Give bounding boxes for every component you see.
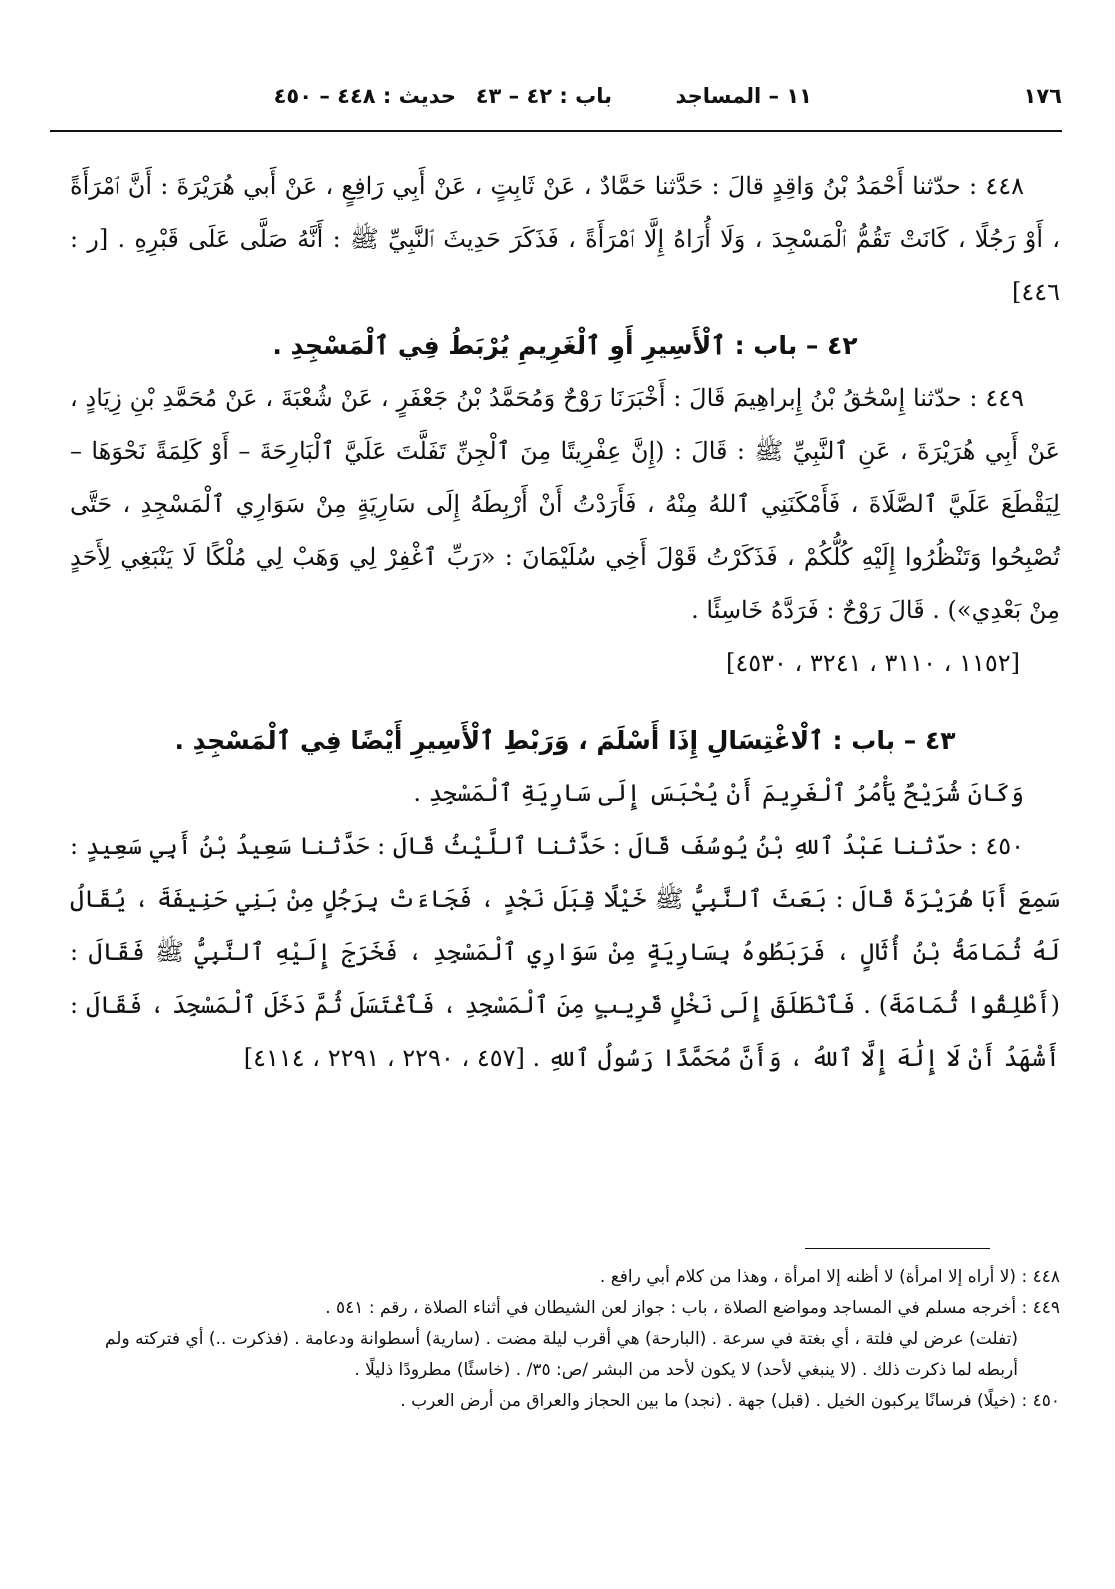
chapter-43-heading: ٤٣ – باب : ٱلْاغْتِسَالِ إِذَا أَسْلَمَ ، وَرَبْطِ ٱلْأَسِيرِ أَيْضًا فِي ٱلْمَسْجِدِ . xyxy=(174,726,956,755)
footnote-449-source: ٤٤٩ : أخرجه مسلم في المساجد ومواضع الصلاة ، باب : جواز لعن الشيطان في أثناء الصلاة ، رقم : ٥٤١ . xyxy=(325,1298,1060,1318)
hadith-range: حديث : ٤٤٨ – ٤٥٠ xyxy=(273,84,456,108)
page xyxy=(62,70,1062,114)
chapter-43-note: وَكَانَ شُرَيْحٌ يَأْمُرُ ٱلْغَرِيمَ أَنْ يُحْبَسَ إِلَى سَارِيَةِ ٱلْمَسْجِدِ . xyxy=(413,779,1024,807)
hadith-449-references: [١١٥٢ ، ٣١١٠ ، ٣٢٤١ ، ٤٥٣٠] xyxy=(725,649,1020,677)
running-header xyxy=(62,70,1062,114)
hadith-450: ٤٥٠ : حدّثنا عَبْدُ ٱللهِ بْنُ يُوسُفَ قَالَ : حَدَّثنا ٱللَّيْثُ قَالَ : حَدَّثنا سَعِيدُ بْنُ أَبِي سَعِيدٍ : سَمِعَ أَبَا هُرَيْرَةَ قَالَ : بَعَثَ ٱلنَّبِيُّ ﷺ خَيْلًا قِبَلَ نَجْدٍ ، فَجَاءَتْ بِرَجُلٍ مِنْ بَنِي حَنِيفَةَ ، يُقَالُ لَهُ ثُمَامَةُ بْنُ أُثَالٍ ، فَرَبَطُوهُ بِسَارِيَةٍ مِنْ سَوَارِي ٱلْمَسْجِدِ ، فَخَرَجَ إِلَيْهِ ٱلنَّبِيُّ ﷺ فَقَالَ : (أَطْلِقُوا ثُمَامَةَ) . فَٱنْطَلَقَ إِلَى نَخْلٍ قَرِيبٍ مِنَ ٱلْمَسْجِدِ ، فَٱغْتَسَلَ ثُمَّ دَخَلَ ٱلْمَسْجِدَ ، فَقَالَ : أَشْهَدُ أَنْ لَا إِلَٰهَ إِلَّا ٱللهُ ، وَأَنَّ مُحَمَّدًا رَسُولُ ٱللهِ . [٤٥٧ ، ٢٢٩٠ ، ٢٢٩١ ، ٤١١٤] xyxy=(70,832,1060,1072)
hadith-449: ٤٤٩ : حدّثنا إِسْحَٰقُ بْنُ إِبراهِيمَ قَالَ : أَخْبَرَنَا رَوْحٌ وَمُحَمَّدُ بْنُ جَعْفَرٍ ، عَنْ شُعْبَةَ ، عَنْ مُحَمَّدِ بْنِ زِيَادٍ ، عَنْ أَبِي هُرَيْرَةَ ، عَنِ ٱلنَّبِيِّ ﷺ : قَالَ : (إِنَّ عِفْرِيتًا مِنَ ٱلْجِنِّ تَفَلَّتَ عَلَيَّ ٱلْبَارِحَةَ – أَوْ كَلِمَةً نَحْوَهَا – لِيَقْطَعَ عَلَيَّ ٱلصَّلَاةَ ، فَأَمْكَنَنِي ٱللهُ مِنْهُ ، فَأَرَدْتُ أَنْ أَرْبِطَهُ إِلَى سَارِيَةٍ مِنْ سَوَارِي ٱلْمَسْجِدِ ، حَتَّى تُصْبِحُوا وَتَنْظُرُوا إِلَيْهِ كُلُّكُمْ ، فَذَكَرْتُ قَوْلَ أَخِي سُلَيْمَانَ : «رَبِّ ٱغْفِرْ لِي وَهَبْ لِي مُلْكًا لَا يَنْبَغِي لِأَحَدٍ مِنْ بَعْدِي») . قَالَ رَوْحٌ : فَرَدَّهُ خَاسِئًا . xyxy=(70,384,1060,624)
footnote-448: ٤٤٨ : (لا أراه إلا امرأة) لا أظنه إلا امرأة ، وهذا من كلام أبي رافع . xyxy=(599,1267,1060,1287)
main-text xyxy=(70,160,1060,1085)
footnotes xyxy=(70,1262,1060,1417)
hadith-448: ٤٤٨ : حدّثنا أَحْمَدُ بْنُ وَاقِدٍ قالَ : حَدَّثنا حَمَّادٌ ، عَنْ ثَابِتٍ ، عَنْ أَبِي رَافِعٍ ، عَنْ أَبي هُرَيْرَةَ : أَنَّ ٱمْرَأَةً ، أَوْ رَجُلًا ، كَانَتْ تَقُمُّ ٱلْمَسْجِدَ ، وَلَا أُرَاهُ إِلَّا ٱمْرَأَةً ، فَذَكَرَ حَدِيثَ ٱلنَّبِيِّ ﷺ : أَنَّهُ صَلَّى عَلَى قَبْرِهِ . [ر : ٤٤٦] xyxy=(70,172,1060,306)
chapter-42-heading: ٤٢ – باب : ٱلْأَسِيرِ أَوِ ٱلْغَرِيمِ يُرْبَطُ فِي ٱلْمَسْجِدِ . xyxy=(272,331,858,360)
footnote-449-glossary: (تفلت) عرض لي فلتة ، أي بغتة في سرعة . (البارحة) هي أقرب ليلة مضت . (سارية) أسطوانة ودعامة . (فذكرت ..) أي فتركته ولم أربطه لما ذكرت ذلك . (لا ينبغي لأحد) لا يكون لأحد من البشر /ص: ٣٥/ . (خاسئًا) مطرودًا ذليلًا . xyxy=(104,1329,1018,1380)
book-title: ١١ – المساجد xyxy=(675,84,812,108)
footnote-450: ٤٥٠ : (خيلًا) فرسانًا يركبون الخيل . (قبل) جهة . (نجد) ما بين الحجاز والعراق من أرض العرب . xyxy=(400,1391,1060,1411)
bab-range: باب : ٤٢ – ٤٣ xyxy=(475,84,612,108)
footnote-divider xyxy=(805,1248,990,1249)
page-number: ١٧٦ xyxy=(1023,84,1062,108)
header-divider xyxy=(50,130,1062,132)
